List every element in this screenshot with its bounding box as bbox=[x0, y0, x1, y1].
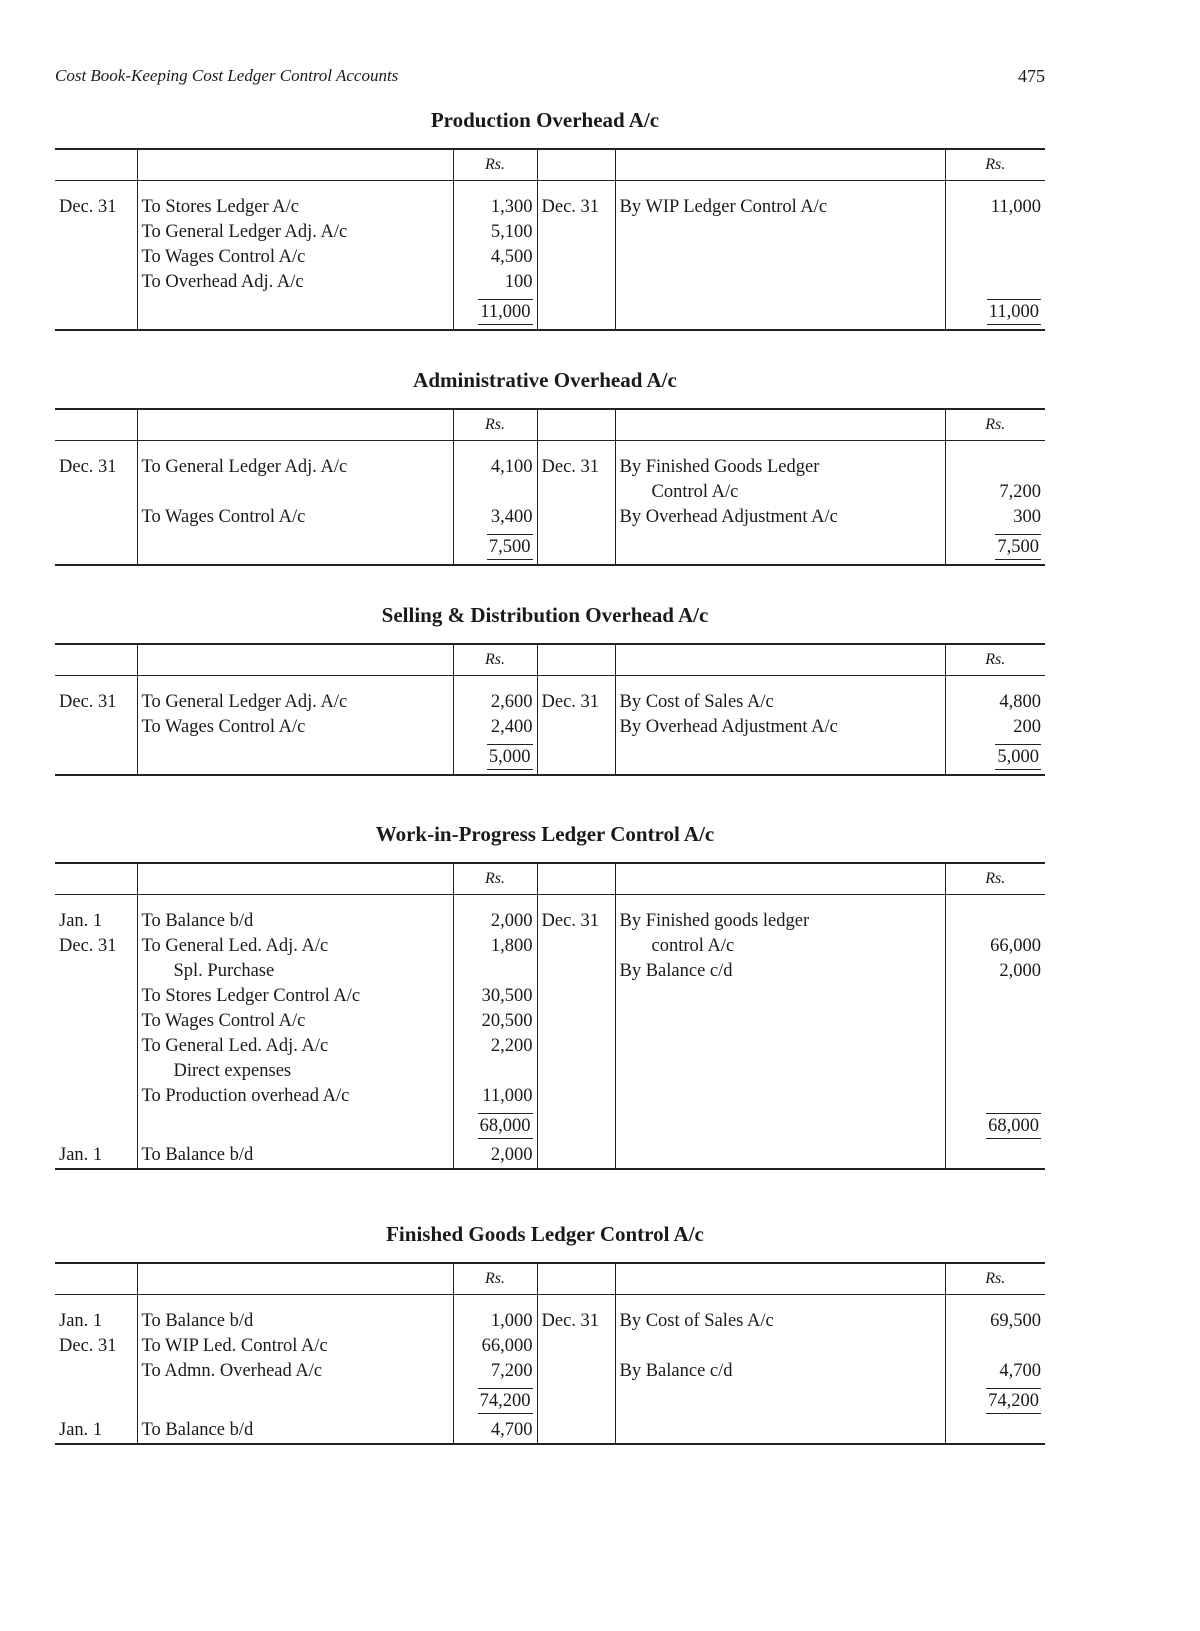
header-date-credit bbox=[537, 1263, 615, 1295]
table-row bbox=[55, 934, 1045, 959]
entry-date: Jan. 1 bbox=[59, 1420, 103, 1440]
entry-particulars: To Admn. Overhead A/c bbox=[137, 1359, 453, 1384]
entry-date: Dec. 31 bbox=[59, 692, 117, 712]
entry-date-credit bbox=[537, 270, 615, 295]
table-row bbox=[55, 505, 1045, 530]
entry-amount-credit bbox=[945, 1059, 1045, 1084]
total-amount: 68,000 bbox=[453, 1109, 537, 1143]
total-date bbox=[55, 295, 137, 330]
header-row bbox=[55, 149, 1045, 181]
ledger-table bbox=[55, 1262, 1045, 1445]
header-date bbox=[55, 644, 137, 676]
table-row bbox=[55, 1059, 1045, 1084]
entry-amount-credit: 2,000 bbox=[945, 959, 1045, 984]
entry-date-credit bbox=[537, 1084, 615, 1109]
entry-particulars: To Balance b/d bbox=[137, 909, 453, 934]
header-amount: Rs. bbox=[453, 644, 537, 676]
total-date-credit bbox=[537, 530, 615, 565]
entry-amount-credit: 11,000 bbox=[945, 195, 1045, 220]
table-row bbox=[55, 715, 1045, 740]
header-row bbox=[55, 1263, 1045, 1295]
ledger-table bbox=[55, 408, 1045, 566]
total-row bbox=[55, 1384, 1045, 1418]
total-amount-credit: 74,200 bbox=[945, 1384, 1045, 1418]
table-row bbox=[55, 455, 1045, 480]
entry-date: Dec. 31 bbox=[59, 1336, 117, 1356]
header-row bbox=[55, 863, 1045, 895]
header-date bbox=[55, 863, 137, 895]
header-date-credit bbox=[537, 644, 615, 676]
entry-amount: 4,700 bbox=[453, 1418, 537, 1444]
total-date bbox=[55, 740, 137, 775]
page-header bbox=[55, 66, 1045, 92]
header-particulars-credit bbox=[615, 1263, 945, 1295]
entry-particulars: To Balance b/d bbox=[137, 1143, 453, 1169]
entry-amount-credit bbox=[945, 909, 1045, 934]
header-particulars-credit bbox=[615, 409, 945, 441]
header-particulars bbox=[137, 409, 453, 441]
entry-particulars-credit: By Cost of Sales A/c bbox=[615, 1309, 945, 1334]
entry-amount: 1,000 bbox=[453, 1309, 537, 1334]
total-date-credit bbox=[537, 1384, 615, 1418]
entry-amount-credit: 4,800 bbox=[945, 690, 1045, 715]
entry-date bbox=[55, 270, 137, 295]
table-row bbox=[55, 270, 1045, 295]
entry-particulars-credit bbox=[615, 1009, 945, 1034]
header-amount: Rs. bbox=[453, 149, 537, 181]
entry-particulars: To Balance b/d bbox=[137, 1309, 453, 1334]
total-particulars bbox=[137, 295, 453, 330]
entry-particulars-credit bbox=[615, 1084, 945, 1109]
entry-particulars-credit: By Overhead Adjustment A/c bbox=[615, 715, 945, 740]
entry-particulars: To Wages Control A/c bbox=[137, 245, 453, 270]
entry-particulars: To Wages Control A/c bbox=[137, 505, 453, 530]
entry-date-credit bbox=[537, 1418, 615, 1444]
entry-date-credit: Dec. 31 bbox=[537, 455, 615, 480]
total-amount-credit: 7,500 bbox=[945, 530, 1045, 565]
entry-particulars-credit bbox=[615, 270, 945, 295]
entry-amount-credit bbox=[945, 245, 1045, 270]
total-date-credit bbox=[537, 295, 615, 330]
entry-date-credit bbox=[537, 505, 615, 530]
entry-particulars-credit: control A/c bbox=[615, 934, 945, 959]
entry-date-credit bbox=[537, 959, 615, 984]
header-amount-credit: Rs. bbox=[945, 1263, 1045, 1295]
entry-date bbox=[55, 220, 137, 245]
entry-date bbox=[55, 1034, 137, 1059]
entry-amount: 7,200 bbox=[453, 1359, 537, 1384]
entry-particulars: To General Led. Adj. A/c bbox=[137, 934, 453, 959]
header-amount-credit: Rs. bbox=[945, 644, 1045, 676]
entry-particulars: To Production overhead A/c bbox=[137, 1084, 453, 1109]
entry-particulars-credit: By WIP Ledger Control A/c bbox=[615, 195, 945, 220]
header-date-credit bbox=[537, 863, 615, 895]
total-particulars bbox=[137, 1384, 453, 1418]
entry-amount: 66,000 bbox=[453, 1334, 537, 1359]
header-date-credit bbox=[537, 149, 615, 181]
total-row bbox=[55, 530, 1045, 565]
entry-particulars-credit bbox=[615, 1418, 945, 1444]
entry-particulars: To Overhead Adj. A/c bbox=[137, 270, 453, 295]
entry-amount-credit: 300 bbox=[945, 505, 1045, 530]
entry-particulars-credit bbox=[615, 1143, 945, 1169]
total-row bbox=[55, 1109, 1045, 1143]
entry-particulars: To Balance b/d bbox=[137, 1418, 453, 1444]
total-particulars bbox=[137, 530, 453, 565]
total-date bbox=[55, 1384, 137, 1418]
entry-date-credit: Dec. 31 bbox=[537, 195, 615, 220]
entry-date-credit bbox=[537, 1143, 615, 1169]
entry-date bbox=[55, 1359, 137, 1384]
header-amount: Rs. bbox=[453, 1263, 537, 1295]
entry-amount-credit bbox=[945, 1143, 1045, 1169]
entry-particulars-credit bbox=[615, 1059, 945, 1084]
header-date bbox=[55, 409, 137, 441]
total-particulars-credit bbox=[615, 1109, 945, 1143]
entry-date-credit: Dec. 31 bbox=[537, 1309, 615, 1334]
total-amount-credit: 5,000 bbox=[945, 740, 1045, 775]
total-date-credit bbox=[537, 1109, 615, 1143]
entry-date bbox=[55, 959, 137, 984]
entry-date: Dec. 31 bbox=[59, 936, 117, 956]
entry-particulars: To General Ledger Adj. A/c bbox=[137, 455, 453, 480]
table-row bbox=[55, 220, 1045, 245]
header-particulars-credit bbox=[615, 863, 945, 895]
entry-amount-credit bbox=[945, 1334, 1045, 1359]
table-row bbox=[55, 690, 1045, 715]
ledger-table bbox=[55, 862, 1045, 1170]
entry-amount-credit: 7,200 bbox=[945, 480, 1045, 505]
entry-particulars-credit bbox=[615, 220, 945, 245]
entry-amount-credit bbox=[945, 1418, 1045, 1444]
entry-date-credit: Dec. 31 bbox=[537, 690, 615, 715]
header-amount-credit: Rs. bbox=[945, 149, 1045, 181]
entry-date-credit bbox=[537, 1009, 615, 1034]
entry-date-credit bbox=[537, 1034, 615, 1059]
ledger-table bbox=[55, 148, 1045, 331]
table-row bbox=[55, 1418, 1045, 1444]
entry-amount: 2,200 bbox=[453, 1034, 537, 1059]
entry-amount: 4,500 bbox=[453, 245, 537, 270]
entry-amount: 3,400 bbox=[453, 505, 537, 530]
total-row bbox=[55, 740, 1045, 775]
entry-amount bbox=[453, 480, 537, 505]
entry-particulars-credit: By Finished goods ledger bbox=[615, 909, 945, 934]
total-particulars bbox=[137, 740, 453, 775]
entry-date-credit bbox=[537, 480, 615, 505]
ledger-title: Finished Goods Ledger Control A/c bbox=[386, 1222, 704, 1246]
table-row bbox=[55, 1143, 1045, 1169]
entry-date bbox=[55, 480, 137, 505]
total-particulars bbox=[137, 1109, 453, 1143]
entry-particulars-credit: By Overhead Adjustment A/c bbox=[615, 505, 945, 530]
header-date-credit bbox=[537, 409, 615, 441]
header-particulars-credit bbox=[615, 644, 945, 676]
table-row bbox=[55, 984, 1045, 1009]
entry-amount-credit: 4,700 bbox=[945, 1359, 1045, 1384]
entry-particulars: To Stores Ledger A/c bbox=[137, 195, 453, 220]
entry-particulars: To Wages Control A/c bbox=[137, 715, 453, 740]
entry-amount: 1,300 bbox=[453, 195, 537, 220]
entry-date-credit bbox=[537, 934, 615, 959]
header-amount-credit: Rs. bbox=[945, 863, 1045, 895]
table-row bbox=[55, 909, 1045, 934]
header-amount: Rs. bbox=[453, 863, 537, 895]
entry-amount: 2,400 bbox=[453, 715, 537, 740]
table-row bbox=[55, 1084, 1045, 1109]
entry-amount bbox=[453, 959, 537, 984]
entry-amount: 11,000 bbox=[453, 1084, 537, 1109]
entry-amount: 2,600 bbox=[453, 690, 537, 715]
total-particulars-credit bbox=[615, 295, 945, 330]
total-amount: 5,000 bbox=[453, 740, 537, 775]
entry-amount: 2,000 bbox=[453, 909, 537, 934]
entry-amount-credit bbox=[945, 1034, 1045, 1059]
entry-amount: 30,500 bbox=[453, 984, 537, 1009]
entry-amount: 100 bbox=[453, 270, 537, 295]
entry-amount: 2,000 bbox=[453, 1143, 537, 1169]
table-row bbox=[55, 1009, 1045, 1034]
table-row bbox=[55, 1334, 1045, 1359]
entry-particulars: To Wages Control A/c bbox=[137, 1009, 453, 1034]
total-amount: 74,200 bbox=[453, 1384, 537, 1418]
page-number: 475 bbox=[1018, 66, 1045, 86]
total-amount: 11,000 bbox=[453, 295, 537, 330]
ledger-title: Production Overhead A/c bbox=[430, 108, 660, 132]
header-date bbox=[55, 1263, 137, 1295]
entry-date bbox=[55, 505, 137, 530]
running-title: Cost Book-Keeping Cost Ledger Control Accounts bbox=[55, 66, 399, 85]
entry-particulars: To General Ledger Adj. A/c bbox=[137, 220, 453, 245]
header-date bbox=[55, 149, 137, 181]
entry-amount-credit: 69,500 bbox=[945, 1309, 1045, 1334]
entry-particulars-credit: By Finished Goods Ledger bbox=[615, 455, 945, 480]
entry-amount-credit bbox=[945, 220, 1045, 245]
entry-particulars: To WIP Led. Control A/c bbox=[137, 1334, 453, 1359]
entry-particulars-credit: By Balance c/d bbox=[615, 1359, 945, 1384]
entry-amount: 20,500 bbox=[453, 1009, 537, 1034]
entry-amount-credit bbox=[945, 455, 1045, 480]
ledger-table bbox=[55, 643, 1045, 776]
entry-date-credit bbox=[537, 1359, 615, 1384]
header-row bbox=[55, 409, 1045, 441]
table-row bbox=[55, 195, 1045, 220]
entry-particulars: Direct expenses bbox=[137, 1059, 453, 1084]
total-date-credit bbox=[537, 740, 615, 775]
entry-date: Jan. 1 bbox=[59, 911, 103, 931]
header-particulars bbox=[137, 1263, 453, 1295]
entry-particulars bbox=[137, 480, 453, 505]
table-row bbox=[55, 959, 1045, 984]
entry-amount-credit bbox=[945, 1084, 1045, 1109]
entry-date bbox=[55, 715, 137, 740]
total-date bbox=[55, 1109, 137, 1143]
entry-particulars-credit: By Balance c/d bbox=[615, 959, 945, 984]
table-row bbox=[55, 480, 1045, 505]
total-amount-credit: 68,000 bbox=[945, 1109, 1045, 1143]
total-particulars-credit bbox=[615, 740, 945, 775]
table-row bbox=[55, 1034, 1045, 1059]
header-particulars bbox=[137, 863, 453, 895]
entry-date-credit bbox=[537, 220, 615, 245]
entry-date: Dec. 31 bbox=[59, 457, 117, 477]
total-amount: 7,500 bbox=[453, 530, 537, 565]
total-particulars-credit bbox=[615, 530, 945, 565]
entry-amount: 1,800 bbox=[453, 934, 537, 959]
entry-amount-credit bbox=[945, 984, 1045, 1009]
entry-particulars-credit bbox=[615, 1034, 945, 1059]
entry-date-credit bbox=[537, 1334, 615, 1359]
entry-particulars-credit bbox=[615, 1334, 945, 1359]
total-particulars-credit bbox=[615, 1384, 945, 1418]
entry-date bbox=[55, 1009, 137, 1034]
entry-amount-credit: 66,000 bbox=[945, 934, 1045, 959]
entry-amount-credit: 200 bbox=[945, 715, 1045, 740]
entry-particulars-credit bbox=[615, 984, 945, 1009]
ledger-title: Administrative Overhead A/c bbox=[413, 368, 677, 392]
entry-date bbox=[55, 1059, 137, 1084]
table-row bbox=[55, 1309, 1045, 1334]
table-row bbox=[55, 1359, 1045, 1384]
header-particulars-credit bbox=[615, 149, 945, 181]
total-amount-credit: 11,000 bbox=[945, 295, 1045, 330]
entry-amount: 5,100 bbox=[453, 220, 537, 245]
header-row bbox=[55, 644, 1045, 676]
total-date bbox=[55, 530, 137, 565]
header-amount: Rs. bbox=[453, 409, 537, 441]
total-row bbox=[55, 295, 1045, 330]
entry-amount: 4,100 bbox=[453, 455, 537, 480]
ledger-title: Work-in-Progress Ledger Control A/c bbox=[375, 822, 715, 846]
entry-particulars: To General Led. Adj. A/c bbox=[137, 1034, 453, 1059]
entry-particulars-credit bbox=[615, 245, 945, 270]
entry-date-credit bbox=[537, 715, 615, 740]
entry-date bbox=[55, 984, 137, 1009]
ledger-title: Selling & Distribution Overhead A/c bbox=[381, 603, 709, 627]
entry-particulars: Spl. Purchase bbox=[137, 959, 453, 984]
entry-date-credit: Dec. 31 bbox=[537, 909, 615, 934]
entry-particulars: To Stores Ledger Control A/c bbox=[137, 984, 453, 1009]
entry-date-credit bbox=[537, 1059, 615, 1084]
header-particulars bbox=[137, 149, 453, 181]
entry-date: Jan. 1 bbox=[59, 1145, 103, 1165]
entry-amount bbox=[453, 1059, 537, 1084]
entry-particulars-credit: By Cost of Sales A/c bbox=[615, 690, 945, 715]
table-row bbox=[55, 245, 1045, 270]
entry-particulars: To General Ledger Adj. A/c bbox=[137, 690, 453, 715]
entry-amount-credit bbox=[945, 1009, 1045, 1034]
entry-date: Dec. 31 bbox=[59, 197, 117, 217]
entry-date bbox=[55, 245, 137, 270]
header-amount-credit: Rs. bbox=[945, 409, 1045, 441]
entry-date-credit bbox=[537, 984, 615, 1009]
entry-date bbox=[55, 1084, 137, 1109]
header-particulars bbox=[137, 644, 453, 676]
entry-amount-credit bbox=[945, 270, 1045, 295]
entry-date: Jan. 1 bbox=[59, 1311, 103, 1331]
entry-date-credit bbox=[537, 245, 615, 270]
entry-particulars-credit: Control A/c bbox=[615, 480, 945, 505]
